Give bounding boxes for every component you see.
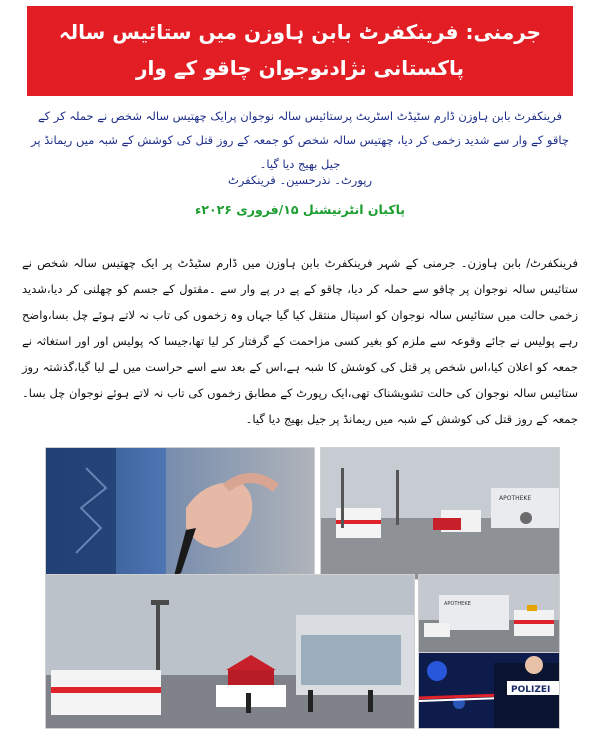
photo-4-sign: APOTHEKE — [444, 601, 471, 607]
photo-crime-scene-ambulance — [320, 447, 560, 580]
photo-pharmacy-scene — [418, 574, 560, 653]
photo-2-sign: APOTHEKE — [499, 495, 532, 502]
headline-line-1: جرمنی: فرینکفرٹ بابن ہاوزن میں ستائیس سالہ پاکستانی نژادنوجوان چاقو کے وار — [58, 20, 542, 80]
headline-banner — [27, 6, 573, 116]
photo-knife-hand — [45, 447, 315, 580]
photo-5-badge: POLIZEI — [511, 685, 551, 695]
byline: رپورٹ۔ نذرحسین۔ فرینکفرٹ — [227, 173, 373, 187]
photo-police-officer — [418, 652, 560, 729]
article-body: فرینکفرٹ/ بابن ہاوزن۔ جرمنی کے شہر فرینکفرٹ بابن ہاوزن میں ڈارم سٹیڈٹ پر ایک چھتیس سالہ شخص نے ستائیس سالہ نوجوان پر چاقو سے حملہ کر دیا، چاقو کے پے در پے وار سے ۔مقتول کے جسم کو چھلنی کر دیا،شدید زخمی حالت میں ستائیس سالہ نوجوان کو اسپتال منتقل کیا گیا جہاں وہ زخموں کی تاب نہ لاتے ہوئے چل بسا،واضح رہے پولیس نے جائے وقوعہ سے ملزم کو بغیر کسی مزاحمت کے گرفتار کر لیا تھا،جیسا کہ پولیس اور اور استغاثہ نے جمعہ کو اعلان کیا،اس شخص پر قتل کی کوشش کا شبہ ہے،اس کے بعد سے اسے حراست میں لے لیا گیا،گذشتہ روز ستائیس سالہ نوجوان کی حالت تشویشناک تھی،ایک رپورٹ کے مطابق زخموں کی تاب نہ لاتے ہوئے نوجوان چل بسا۔ جمعہ کے روز قتل کی کوشش کے شبہ میں ریمانڈ پر جیل بھیج دیا گیا۔ — [22, 256, 578, 426]
headline-line-2: سے شدیدزخمی — [225, 92, 375, 116]
dateline: پاکبان انٹرنیشنل ۱۵/فروری ۲۰۲۶ء — [195, 202, 405, 217]
photo-crime-scene-wide — [45, 574, 415, 729]
summary-text: فرینکفرٹ بابن ہاوزن ڈارم سٹیڈٹ اسٹریٹ پرستائیس سالہ نوجوان پرایک چھتیس سالہ شخص نے حملہ کر کے چاقو کے وار سے شدید زخمی کر دیا، چھتیس سالہ شخص کو جمعہ کے روز قتل کی کوشش کے شبہ میں ریمانڈ پر جیل بھیج دیا گیا۔ — [31, 109, 569, 171]
